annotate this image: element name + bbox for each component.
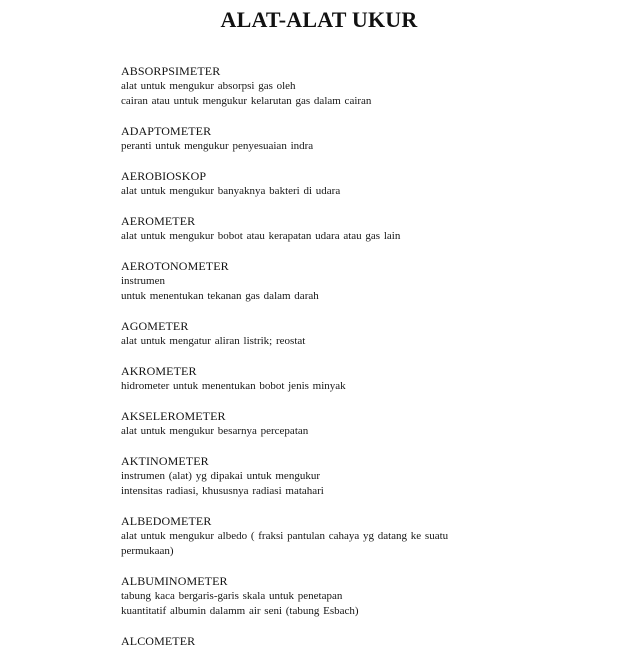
entry-term: AKSELEROMETER — [121, 409, 226, 423]
list-item — [121, 124, 511, 154]
entry-term: AEROTONOMETER — [121, 259, 229, 273]
entry-definition-line: intensitas radiasi, khususnya radiasi matahari — [121, 485, 324, 497]
list-item — [121, 169, 511, 199]
list-item — [121, 214, 511, 244]
entry-definition-line: alat untuk mengukur albedo ( fraksi pantulan cahaya yg datang ke suatu — [121, 530, 449, 542]
list-item — [121, 319, 511, 349]
list-item — [121, 574, 511, 619]
entry-definition-line: cairan atau untuk mengukur kelarutan gas dalam cairan — [121, 95, 372, 107]
list-item — [121, 454, 511, 499]
entry-definition-line: alat untuk mengatur aliran listrik; reostat — [121, 335, 306, 347]
entry-definition-line: kuantitatif albumin dalamm air seni (tabung Esbach) — [121, 605, 359, 617]
entry-definition-line: untuk menentukan tekanan gas dalam darah — [121, 290, 319, 302]
page-title: ALAT-ALAT UKUR — [220, 7, 418, 32]
list-item — [121, 514, 511, 559]
entry-term: ALCOMETER — [121, 634, 196, 648]
entry-definition-line: instrumen (alat) yg dipakai untuk mengukur — [121, 470, 320, 482]
entry-list — [121, 64, 511, 657]
list-item — [121, 259, 511, 304]
entry-term: AEROBIOSKOP — [121, 169, 207, 183]
entry-term: AKTINOMETER — [121, 454, 209, 468]
entry-definition-line: peranti untuk mengukur penyesuaian indra — [121, 140, 314, 152]
list-item — [121, 634, 511, 648]
entry-term: AEROMETER — [121, 214, 196, 228]
entry-definition-line: alat untuk mengukur absorpsi gas oleh — [121, 80, 296, 92]
entry-definition-line: alat untuk mengukur banyaknya bakteri di udara — [121, 185, 341, 197]
entry-term: AGOMETER — [121, 319, 189, 333]
entry-term: ADAPTOMETER — [121, 124, 212, 138]
list-item — [121, 64, 511, 109]
entry-definition-line: hidrometer untuk menentukan bobot jenis minyak — [121, 380, 346, 392]
entry-definition-line: alat untuk mengukur bobot atau kerapatan udara atau gas lain — [121, 230, 401, 242]
entry-term: ABSORPSIMETER — [121, 64, 221, 78]
entry-term: AKROMETER — [121, 364, 197, 378]
entry-definition-line: permukaan) — [121, 545, 174, 557]
entry-term: ALBEDOMETER — [121, 514, 212, 528]
entry-definition-line: instrumen — [121, 275, 165, 287]
entry-term: ALBUMINOMETER — [121, 574, 228, 588]
list-item — [121, 364, 511, 394]
list-item — [121, 409, 511, 439]
entry-definition-line: alat untuk mengukur besarnya percepatan — [121, 425, 309, 437]
entry-definition-line: tabung kaca bergaris-garis skala untuk penetapan — [121, 590, 343, 602]
